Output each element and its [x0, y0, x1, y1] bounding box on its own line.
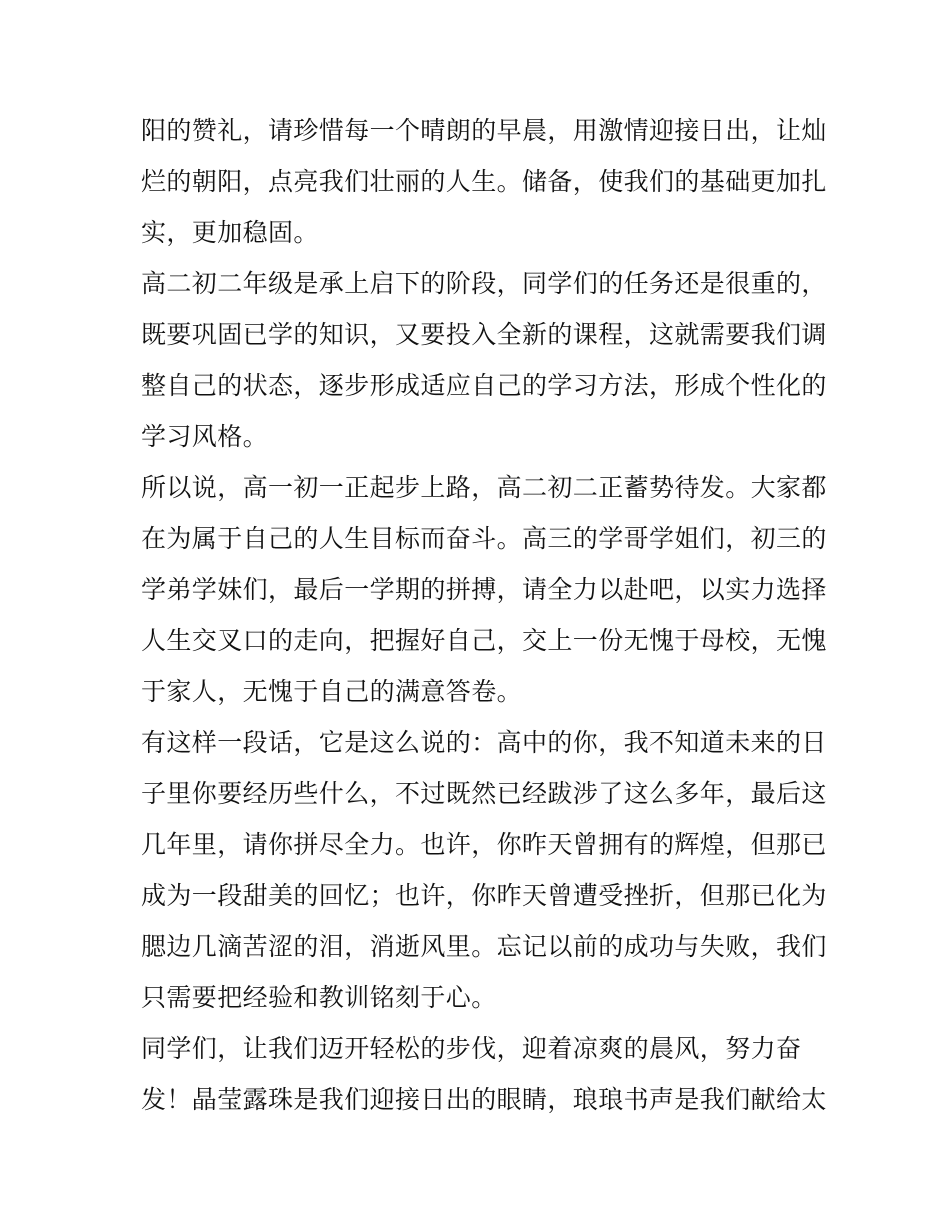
text-line: 阳的赞礼，请珍惜每一个晴朗的早晨，用激情迎接日出，让灿 [141, 116, 827, 145]
text-line: 发！晶莹露珠是我们迎接日出的眼睛，琅琅书声是我们献给太 [141, 1085, 827, 1114]
text-line: 人生交叉口的走向，把握好自己，交上一份无愧于母校，无愧 [141, 626, 827, 655]
text-line: 于家人，无愧于自己的满意答卷。 [141, 677, 523, 706]
text-line: 腮边几滴苦涩的泪，消逝风里。忘记以前的成功与失败，我们 [141, 932, 827, 961]
paragraph [141, 258, 827, 462]
paragraph [141, 462, 827, 717]
paragraph [141, 717, 827, 1023]
text-line: 同学们，让我们迈开轻松的步伐，迎着凉爽的晨风，努力奋 [141, 1034, 802, 1063]
text-line: 学习风格。 [141, 422, 269, 451]
text-line: 既要巩固已学的知识，又要投入全新的课程，这就需要我们调 [141, 320, 827, 349]
text-line: 学弟学妹们，最后一学期的拼搏，请全力以赴吧，以实力选择 [141, 575, 827, 604]
text-line: 所以说，高一初一正起步上路，高二初二正蓄势待发。大家都 [141, 473, 827, 502]
text-line: 烂的朝阳，点亮我们壮丽的人生。储备，使我们的基础更加扎 [141, 167, 827, 196]
text-line: 在为属于自己的人生目标而奋斗。高三的学哥学姐们，初三的 [141, 524, 827, 553]
text-line: 有这样一段话，它是这么说的：高中的你，我不知道未来的日 [141, 728, 827, 757]
text-line: 几年里，请你拼尽全力。也许，你昨天曾拥有的辉煌，但那已 [141, 830, 827, 859]
text-line: 高二初二年级是承上启下的阶段，同学们的任务还是很重的， [141, 269, 827, 298]
paragraph [141, 105, 827, 258]
document-body [141, 105, 827, 1125]
text-line: 整自己的状态，逐步形成适应自己的学习方法，形成个性化的 [141, 371, 827, 400]
text-line: 成为一段甜美的回忆；也许，你昨天曾遭受挫折，但那已化为 [141, 881, 827, 910]
text-line: 子里你要经历些什么，不过既然已经跋涉了这么多年，最后这 [141, 779, 827, 808]
paragraph [141, 1023, 827, 1125]
text-line: 只需要把经验和教训铭刻于心。 [141, 983, 497, 1012]
text-line: 实，更加稳固。 [141, 218, 319, 247]
